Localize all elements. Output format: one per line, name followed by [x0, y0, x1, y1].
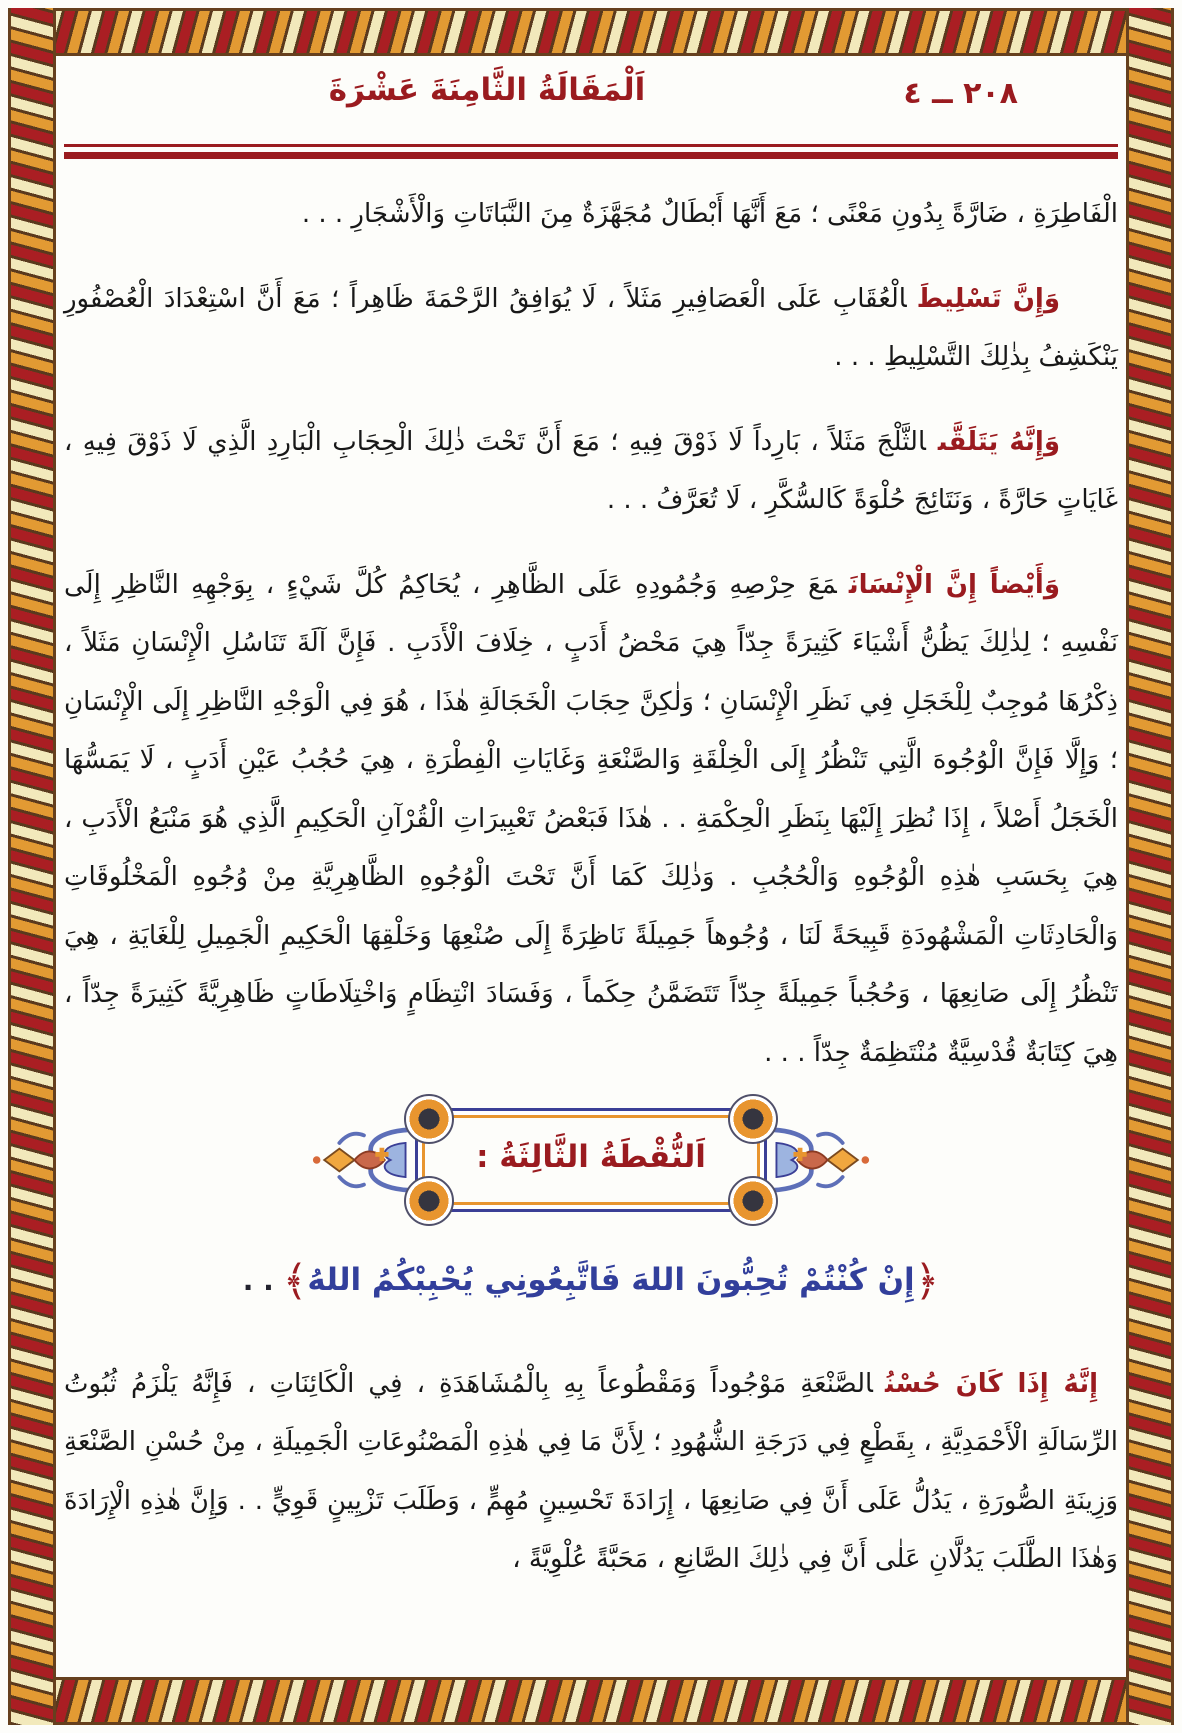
verse-text: إِنْ كُنْتُمْ تُحِبُّونَ اللهَ فَاتَّبِعُونِي يُحْبِبْكُمُ اللهُ: [307, 1262, 915, 1298]
paragraph-text: الصَّنْعَةِ مَوْجُوداً وَمَقْطُوعاً بِهِ بِالْمُشَاهَدَةِ ، فِي الْكَائِنَاتِ ، فَإِنَّهُ يَلْزَمُ ثُبُوتُ الرِّسَالَةِ الْأَحْمَدِيَّةِ ، بِقَطْعٍ فِي دَرَجَةِ الشُّهُودِ ؛ لِأَنَّ مَا فِي هٰذِهِ الْمَصْنُوعَاتِ الْجَمِيلَةِ ، مِنْ حُسْنِ الصَّنْعَةِ وَزِينَةِ الصُّورَةِ ، يَدُلُّ عَلَى أَنَّ فِي صَانِعِهَا ، إِرَادَةَ تَحْسِينٍ مُهِمٍّ ، وَطَلَبَ تَزْيِينٍ قَوِيٍّ . . وَإِنَّ هٰذِهِ الْإِرَادَةَ وَهٰذَا الطَّلَبَ يَدُلَّانِ عَلٰى أَنَّ فِي ذٰلِكَ الصَّانِعِ ، مَحَبَّةً عُلْوِيَّةً ،: [64, 1368, 1118, 1574]
paragraph: [64, 1355, 1118, 1589]
paragraph-lead: وَأَيْضاً إِنَّ الْإِنْسَانَ: [848, 569, 1060, 600]
ornate-border-bottom: [8, 1677, 1174, 1725]
section-heading-cartouche: [415, 1108, 767, 1212]
rosette-medallion-icon: [728, 1094, 778, 1144]
ornate-border-right: [1126, 8, 1174, 1725]
paragraph-lead: وَإِنَّ تَسْلِيطَ: [918, 283, 1060, 314]
paragraph: [64, 413, 1118, 530]
rosette-medallion-icon: [728, 1176, 778, 1226]
page-header: [64, 68, 1118, 132]
paragraph-text: مَعَ حِرْصِهِ وَجُمُودِهِ عَلَى الظَّاهِرِ ، يُحَاكِمُ كُلَّ شَيْءٍ ، بِوَجْهِهِ النَّاظِرِ إِلَى نَفْسِهِ ؛ لِذٰلِكَ يَظُنُّ أَشْيَاءَ كَثِيرَةً جِدّاً هِيَ مَحْضُ أَدَبٍ ، خِلَافَ الْأَدَبِ . فَإِنَّ آلَةَ تَنَاسُلِ الْإِنْسَانِ مَثَلاً ، ذِكْرُهَا مُوجِبٌ لِلْخَجَلِ فِي نَظَرِ الْإِنْسَانِ ؛ وَلٰكِنَّ حِجَابَ الْخَجَالَةِ هٰذَا ، هُوَ فِي الْوَجْهِ النَّاظِرِ إِلَى الْإِنْسَانِ ؛ وَإِلَّا فَإِنَّ الْوُجُوهَ الَّتِي تَنْظُرُ إِلَى الْخِلْقَةِ وَالصَّنْعَةِ وَغَايَاتِ الْفِطْرَةِ ، هِيَ حُجُبُ عَيْنِ أَدَبٍ ، لَا يَمَسُّهَا الْخَجَلُ أَصْلاً ، إِذَا نُظِرَ إِلَيْهَا بِنَظَرِ الْحِكْمَةِ . . هٰذَا فَبَعْضُ تَعْبِيرَاتِ الْقُرْآنِ الْحَكِيمِ الَّذِي هُوَ مَنْبَعُ الْأَدَبِ ، هِيَ بِحَسَبِ هٰذِهِ الْوُجُوهِ وَالْحُجُبِ . وَذٰلِكَ كَمَا أَنَّ تَحْتَ الْوُجُوهِ الظَّاهِرِيَّةِ مِنْ وُجُوهِ الْمَخْلُوقَاتِ وَالْحَادِثَاتِ الْمَشْهُودَةِ قَبِيحَةً لَنَا ، وُجُوهاً جَمِيلَةً نَاظِرَةً إِلَى صُنْعِهَا وَخَلْقِهَا الْحَكِيمِ الْجَمِيلِ لِلْغَايَةِ ، هِيَ تَنْظُرُ إِلَى صَانِعِهَا ، وَحُجُباً جَمِيلَةً جِدّاً تَتَضَمَّنُ حِكَماً ، وَفَسَادَ انْتِظَامٍ وَاخْتِلَاطَاتٍ ظَاهِرِيَّةً كَثِيرَةً جِدّاً ، هِيَ كِتَابَةٌ قُدْسِيَّةٌ مُنْتَظِمَةٌ جِدّاً . . .: [64, 569, 1118, 1068]
rosette-medallion-icon: [404, 1176, 454, 1226]
verse-trailing-dots: . .: [242, 1264, 274, 1297]
quran-verse: [64, 1234, 1118, 1329]
paragraph-lead: إِنَّهُ إِذَا كَانَ حُسْنُ: [884, 1368, 1098, 1399]
paragraph: [64, 556, 1118, 1083]
paragraph-text: الْعُقَابِ عَلَى الْعَصَافِيرِ مَثَلاً ، لَا يُوَافِقُ الرَّحْمَةَ ظَاهِراً ؛ مَعَ أَنَّ اسْتِعْدَادَ الْعُصْفُورِ يَنْكَشِفُ بِذٰلِكَ التَّسْلِيطِ . . .: [64, 283, 1118, 372]
paragraph-text: الْفَاطِرَةِ ، ضَارَّةً بِدُونِ مَعْنًى ؛ مَعَ أَنَّهَا أَبْطَالٌ مُجَهَّزَةٌ مِنَ النَّبَاتَاتِ وَالْأَشْجَارِ . . .: [301, 199, 1118, 229]
section-heading-ornament: [64, 1106, 1118, 1214]
paragraph-text: الثَّلْجَ مَثَلاً ، بَارِداً لَا ذَوْقَ فِيهِ ؛ مَعَ أَنَّ تَحْتَ ذٰلِكَ الْحِجَابِ الْبَارِدِ الَّذِي لَا ذَوْقَ فِيهِ ، غَايَاتٍ حَارَّةً ، وَنَتَائِجَ حُلْوَةً كَالسُّكَّرِ ، لَا تُعَرَّفُ . . .: [64, 426, 1118, 515]
paragraph: [64, 185, 1118, 244]
header-double-rule: [64, 144, 1118, 159]
page-content: [64, 62, 1118, 1675]
floral-flourish-icon: [311, 1112, 415, 1208]
floral-flourish-icon: [767, 1112, 871, 1208]
rosette-medallion-icon: [404, 1094, 454, 1144]
ornate-bracket-close-icon: ﴾: [282, 1256, 308, 1305]
page-number: ٢٠٨ ــ ٤: [903, 76, 1018, 111]
ornate-border-left: [8, 8, 56, 1725]
ornate-border-top: [8, 8, 1174, 56]
body-text: [64, 185, 1118, 1589]
page-title: اَلْمَقَالَةُ الثَّامِنَةَ عَشْرَةَ: [328, 72, 646, 108]
paragraph-lead: وَإِنَّهُ يَتَلَقَّى: [937, 426, 1060, 457]
ornate-bracket-open-icon: ﴿: [914, 1256, 940, 1305]
section-heading: اَلنُّقْطَةُ الثَّالِثَةُ :: [476, 1139, 706, 1176]
paragraph: [64, 270, 1118, 387]
